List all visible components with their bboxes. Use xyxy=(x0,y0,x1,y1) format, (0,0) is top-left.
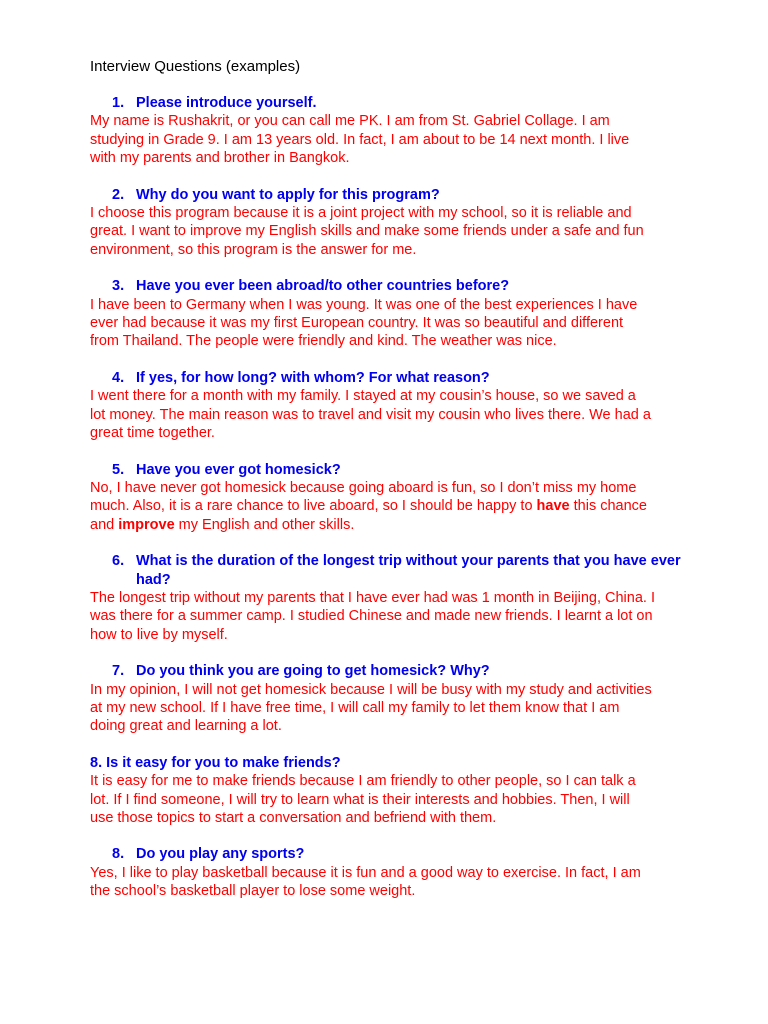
question-text: Is it easy for you to make friends? xyxy=(106,754,341,771)
question xyxy=(90,461,690,479)
question xyxy=(90,186,690,204)
question xyxy=(90,754,690,772)
answer-text: I went there for a month with my family. I stayed at my cousin’s house, so we saved a lot money. The main reason was to travel and visit my cousin who lives there. We had a great time together. xyxy=(90,388,651,442)
question xyxy=(90,94,690,112)
question-text: Please introduce yourself. xyxy=(136,95,317,111)
question xyxy=(90,662,690,680)
answer-emphasis: improve xyxy=(118,516,175,533)
question-number: 6. xyxy=(112,553,125,570)
question-text: Do you think you are going to get homesick? Why? xyxy=(136,663,490,680)
question-number: 3. xyxy=(112,278,125,295)
question-number: 8. xyxy=(112,846,125,863)
question xyxy=(90,277,690,295)
answer-segment: No, I have never got homesick because going aboard is fun, so I don’t miss my home much. Also, it is a rare chance to live aboard, so I should be happy to xyxy=(90,479,637,515)
question-number: 2. xyxy=(112,186,125,203)
question-text: What is the duration of the longest trip without your parents that you have ever had? xyxy=(136,553,681,588)
question-text: Do you play any sports? xyxy=(136,846,305,863)
answer-text xyxy=(90,479,690,534)
answer-segment: this chance and xyxy=(90,498,647,533)
question-text: If yes, for how long? with whom? For what reason? xyxy=(136,369,490,386)
qa-item xyxy=(90,845,690,900)
answer-text: I have been to Germany when I was young. It was one of the best experiences I have ever had because it was my first European country. It was so beautiful and different from Thailand. The people were friendly and kind. The weather was nice. xyxy=(90,296,638,350)
qa-item xyxy=(90,277,690,351)
question-number: 1. xyxy=(112,95,125,111)
answer-text: The longest trip without my parents that I have ever had was 1 month in Beijing, China. I was there for a summer camp. I studied Chinese and made new friends. I learnt a lot on how to live by myself. xyxy=(90,589,655,643)
qa-item xyxy=(90,461,690,535)
question xyxy=(90,369,690,387)
answer-text: My name is Rushakrit, or you can call me PK. I am from St. Gabriel Collage. I am studying in Grade 9. I am 13 years old. In fact, I am about to be 14 next month. I live with my parents and brother in Bangkok. xyxy=(90,113,630,167)
answer-segment: my English and other skills. xyxy=(174,516,355,533)
question-text: Why do you want to apply for this program? xyxy=(136,186,440,203)
page-title: Interview Questions (examples) xyxy=(90,58,301,75)
question-number: 8. xyxy=(90,754,103,771)
answer-text: In my opinion, I will not get homesick because I will be busy with my study and activities at my new school. If I have free time, I will call my family to let them know that I am doing great and learning a lot. xyxy=(90,681,652,735)
question-number: 4. xyxy=(112,369,125,386)
question xyxy=(90,845,690,863)
answer-text: I choose this program because it is a joint project with my school, so it is reliable and great. I want to improve my English skills and make some friends under a safe and fun environment, so this program is the answer for me. xyxy=(90,205,644,258)
document-page xyxy=(90,58,690,919)
qa-item xyxy=(90,754,690,828)
answer-text: It is easy for me to make friends because I am friendly to other people, so I can talk a lot. If I find someone, I will try to learn what is their interests and hobbies. Then, I will use those topics to start a conversation and befriend with them. xyxy=(90,773,636,826)
answer-emphasis: have xyxy=(536,498,570,515)
qa-item xyxy=(90,186,690,260)
qa-item xyxy=(90,662,690,736)
qa-item xyxy=(90,369,690,443)
question-text: Have you ever got homesick? xyxy=(136,461,341,478)
question-number: 7. xyxy=(112,663,125,680)
question-number: 5. xyxy=(112,461,125,478)
question xyxy=(90,552,690,589)
question-text: Have you ever been abroad/to other countries before? xyxy=(136,278,510,295)
qa-item xyxy=(90,94,690,168)
answer-text: Yes, I like to play basketball because it is fun and a good way to exercise. In fact, I am the school’s basketball player to lose some weight. xyxy=(90,864,641,900)
qa-item xyxy=(90,552,690,644)
